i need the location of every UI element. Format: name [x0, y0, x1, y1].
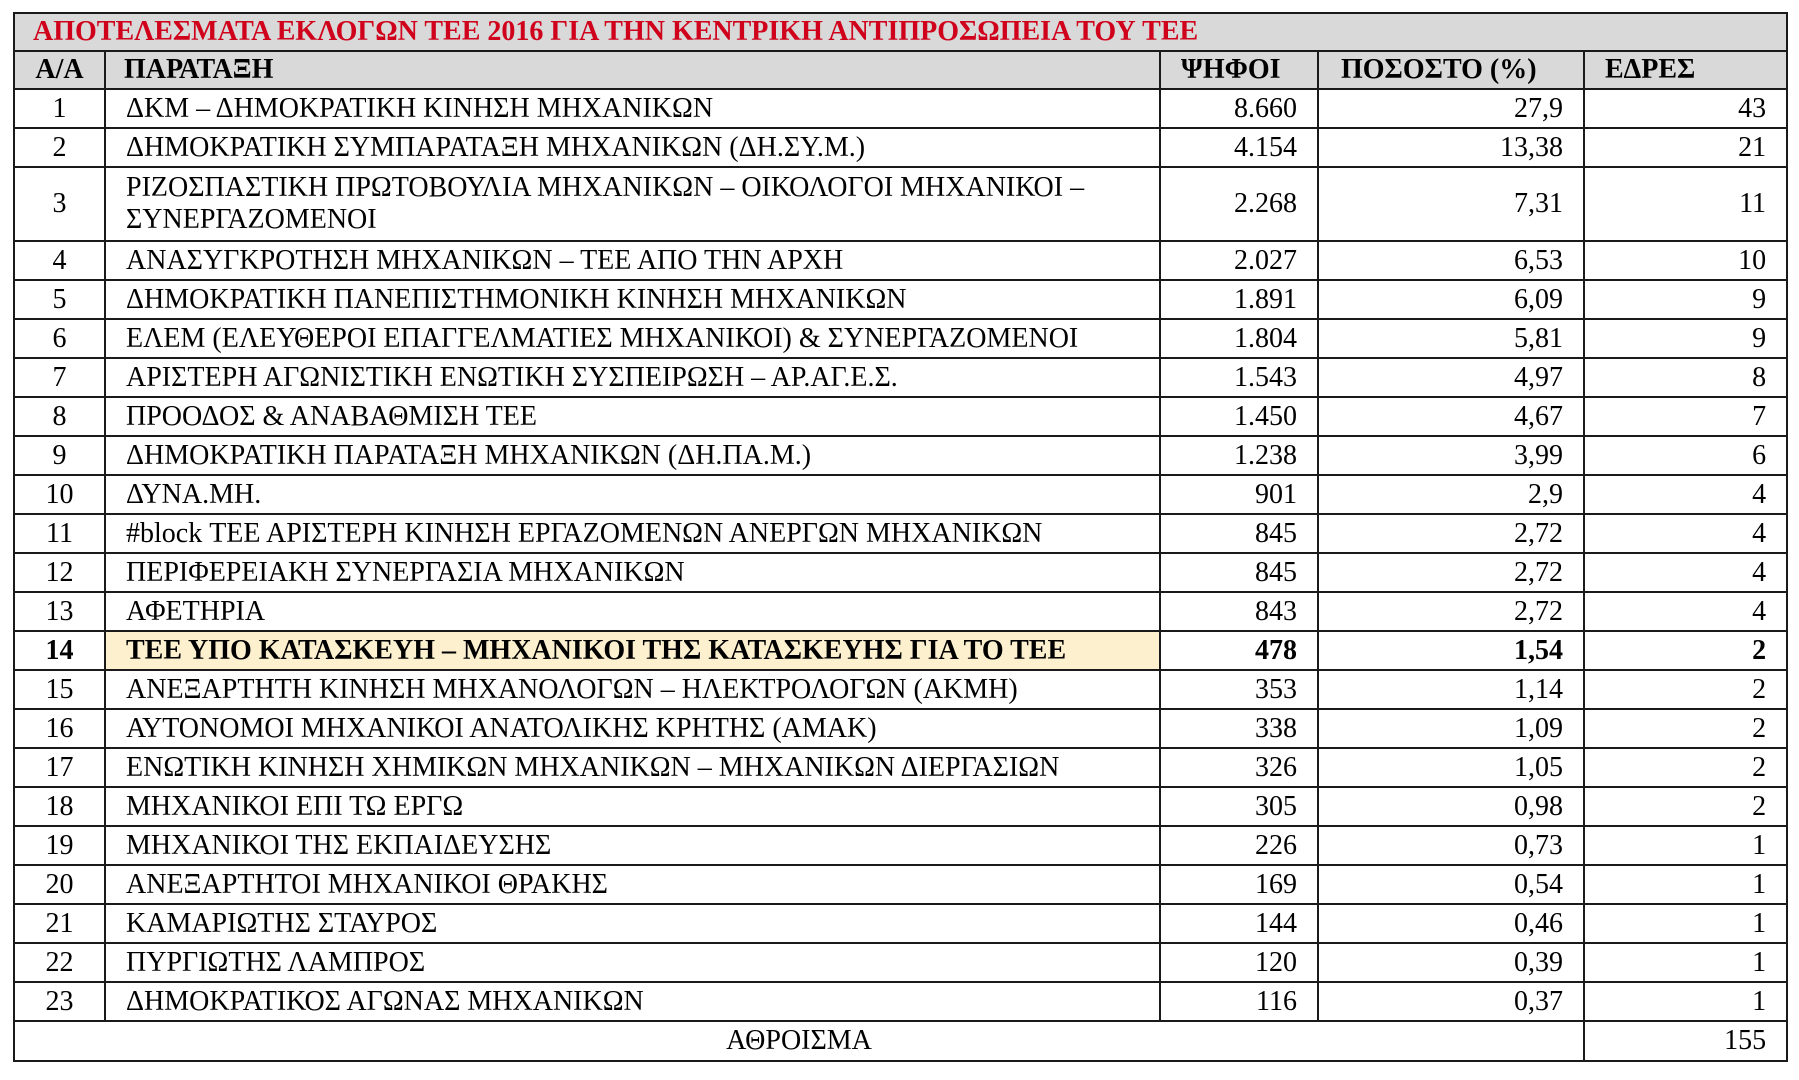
- table-body: [14, 89, 1787, 1021]
- votes-cell: 338: [1160, 709, 1318, 748]
- percent-cell: 7,31: [1318, 167, 1584, 241]
- party-name: ΜΗΧΑΝΙΚΟΙ ΤΗΣ ΕΚΠΑΙΔΕΥΣΗΣ: [105, 826, 1160, 865]
- table-row: [14, 553, 1787, 592]
- percent-cell: 0,54: [1318, 865, 1584, 904]
- percent-cell: 0,73: [1318, 826, 1584, 865]
- percent-cell: 1,14: [1318, 670, 1584, 709]
- seats-cell: 6: [1584, 436, 1787, 475]
- table-row: [14, 89, 1787, 128]
- seats-cell: 2: [1584, 631, 1787, 670]
- votes-cell: 1.450: [1160, 397, 1318, 436]
- votes-cell: 4.154: [1160, 128, 1318, 167]
- votes-cell: 120: [1160, 943, 1318, 982]
- table-row: [14, 397, 1787, 436]
- seats-cell: 7: [1584, 397, 1787, 436]
- percent-cell: 0,98: [1318, 787, 1584, 826]
- total-label: ΑΘΡΟΙΣΜΑ: [14, 1021, 1584, 1061]
- party-name: ΤΕΕ ΥΠΟ ΚΑΤΑΣΚΕΥΗ – ΜΗΧΑΝΙΚΟΙ ΤΗΣ ΚΑΤΑΣΚΕΥΗΣ ΓΙΑ ΤΟ ΤΕΕ: [105, 631, 1160, 670]
- party-name: ΚΑΜΑΡΙΩΤΗΣ ΣΤΑΥΡΟΣ: [105, 904, 1160, 943]
- votes-cell: 116: [1160, 982, 1318, 1021]
- votes-cell: 1.804: [1160, 319, 1318, 358]
- table-row: [14, 670, 1787, 709]
- percent-cell: 27,9: [1318, 89, 1584, 128]
- row-number: 9: [14, 436, 105, 475]
- row-number: 4: [14, 241, 105, 280]
- percent-cell: 6,09: [1318, 280, 1584, 319]
- percent-cell: 5,81: [1318, 319, 1584, 358]
- results-table: [13, 12, 1788, 1062]
- table-row: [14, 280, 1787, 319]
- votes-cell: 305: [1160, 787, 1318, 826]
- percent-cell: 2,72: [1318, 592, 1584, 631]
- seats-cell: 9: [1584, 280, 1787, 319]
- table-row: [14, 982, 1787, 1021]
- seats-cell: 1: [1584, 982, 1787, 1021]
- row-number: 1: [14, 89, 105, 128]
- table-row: [14, 826, 1787, 865]
- seats-cell: 9: [1584, 319, 1787, 358]
- row-number: 15: [14, 670, 105, 709]
- total-seats: 155: [1584, 1021, 1787, 1061]
- percent-cell: 2,9: [1318, 475, 1584, 514]
- votes-cell: 843: [1160, 592, 1318, 631]
- party-name: ΑΡΙΣΤΕΡΗ ΑΓΩΝΙΣΤΙΚΗ ΕΝΩΤΙΚΗ ΣΥΣΠΕΙΡΩΣΗ – ΑΡ.ΑΓ.Ε.Σ.: [105, 358, 1160, 397]
- votes-cell: 144: [1160, 904, 1318, 943]
- party-name: ΔΗΜΟΚΡΑΤΙΚΟΣ ΑΓΩΝΑΣ ΜΗΧΑΝΙΚΩΝ: [105, 982, 1160, 1021]
- row-number: 21: [14, 904, 105, 943]
- party-name: ΔΚΜ – ΔΗΜΟΚΡΑΤΙΚΗ ΚΙΝΗΣΗ ΜΗΧΑΝΙΚΩΝ: [105, 89, 1160, 128]
- party-name: ΑΝΕΞΑΡΤΗΤΗ ΚΙΝΗΣΗ ΜΗΧΑΝΟΛΟΓΩΝ – ΗΛΕΚΤΡΟΛΟΓΩΝ (ΑΚΜΗ): [105, 670, 1160, 709]
- row-number: 5: [14, 280, 105, 319]
- seats-cell: 21: [1584, 128, 1787, 167]
- row-number: 22: [14, 943, 105, 982]
- percent-cell: 13,38: [1318, 128, 1584, 167]
- seats-cell: 1: [1584, 826, 1787, 865]
- table-row: [14, 358, 1787, 397]
- percent-cell: 4,67: [1318, 397, 1584, 436]
- seats-cell: 10: [1584, 241, 1787, 280]
- seats-cell: 2: [1584, 748, 1787, 787]
- row-number: 2: [14, 128, 105, 167]
- party-name: ΡΙΖΟΣΠΑΣΤΙΚΗ ΠΡΩΤΟΒΟΥΛΙΑ ΜΗΧΑΝΙΚΩΝ – ΟΙΚΟΛΟΓΟΙ ΜΗΧΑΝΙΚΟΙ – ΣΥΝΕΡΓΑΖΟΜΕΝΟΙ: [105, 167, 1160, 241]
- party-name: ΕΛΕΜ (ΕΛΕΥΘΕΡΟΙ ΕΠΑΓΓΕΛΜΑΤΙΕΣ ΜΗΧΑΝΙΚΟΙ) & ΣΥΝΕΡΓΑΖΟΜΕΝΟΙ: [105, 319, 1160, 358]
- party-name: ΑΝΕΞΑΡΤΗΤΟΙ ΜΗΧΑΝΙΚΟΙ ΘΡΑΚΗΣ: [105, 865, 1160, 904]
- votes-cell: 169: [1160, 865, 1318, 904]
- votes-cell: 2.268: [1160, 167, 1318, 241]
- percent-cell: 0,46: [1318, 904, 1584, 943]
- votes-cell: 1.891: [1160, 280, 1318, 319]
- seats-cell: 2: [1584, 670, 1787, 709]
- seats-cell: 4: [1584, 592, 1787, 631]
- percent-cell: 6,53: [1318, 241, 1584, 280]
- votes-cell: 2.027: [1160, 241, 1318, 280]
- row-number: 3: [14, 167, 105, 241]
- table-row: [14, 592, 1787, 631]
- row-number: 20: [14, 865, 105, 904]
- seats-cell: 43: [1584, 89, 1787, 128]
- votes-cell: 226: [1160, 826, 1318, 865]
- row-number: 11: [14, 514, 105, 553]
- table-row: [14, 475, 1787, 514]
- party-name: ΑΦΕΤΗΡΙΑ: [105, 592, 1160, 631]
- party-name: ΠΥΡΓΙΩΤΗΣ ΛΑΜΠΡΟΣ: [105, 943, 1160, 982]
- percent-cell: 4,97: [1318, 358, 1584, 397]
- column-header-seats: ΕΔΡΕΣ: [1584, 51, 1787, 89]
- table-row: [14, 709, 1787, 748]
- percent-cell: 3,99: [1318, 436, 1584, 475]
- column-header-party: ΠΑΡΑΤΑΞΗ: [105, 51, 1160, 89]
- table-row: [14, 943, 1787, 982]
- votes-cell: 845: [1160, 553, 1318, 592]
- votes-cell: 478: [1160, 631, 1318, 670]
- seats-cell: 4: [1584, 514, 1787, 553]
- row-number: 14: [14, 631, 105, 670]
- party-name: ΕΝΩΤΙΚΗ ΚΙΝΗΣΗ ΧΗΜΙΚΩΝ ΜΗΧΑΝΙΚΩΝ – ΜΗΧΑΝΙΚΩΝ ΔΙΕΡΓΑΣΙΩΝ: [105, 748, 1160, 787]
- seats-cell: 8: [1584, 358, 1787, 397]
- votes-cell: 1.238: [1160, 436, 1318, 475]
- votes-cell: 326: [1160, 748, 1318, 787]
- party-name: ΔΗΜΟΚΡΑΤΙΚΗ ΣΥΜΠΑΡΑΤΑΞΗ ΜΗΧΑΝΙΚΩΝ (ΔΗ.ΣΥ.Μ.): [105, 128, 1160, 167]
- table-title: ΑΠΟΤΕΛΕΣΜΑΤΑ ΕΚΛΟΓΩΝ ΤΕΕ 2016 ΓΙΑ ΤΗΝ ΚΕΝΤΡΙΚΗ ΑΝΤΙΠΡΟΣΩΠΕΙΑ ΤΟΥ ΤΕΕ: [14, 13, 1787, 51]
- party-name: ΔΗΜΟΚΡΑΤΙΚΗ ΠΑΡΑΤΑΞΗ ΜΗΧΑΝΙΚΩΝ (ΔΗ.ΠΑ.Μ.): [105, 436, 1160, 475]
- seats-cell: 4: [1584, 553, 1787, 592]
- table-row: [14, 436, 1787, 475]
- percent-cell: 2,72: [1318, 553, 1584, 592]
- percent-cell: 1,54: [1318, 631, 1584, 670]
- row-number: 19: [14, 826, 105, 865]
- row-number: 13: [14, 592, 105, 631]
- row-number: 10: [14, 475, 105, 514]
- votes-cell: 901: [1160, 475, 1318, 514]
- percent-cell: 0,39: [1318, 943, 1584, 982]
- percent-cell: 2,72: [1318, 514, 1584, 553]
- total-row: [14, 1021, 1787, 1061]
- row-number: 6: [14, 319, 105, 358]
- seats-cell: 2: [1584, 709, 1787, 748]
- table-row: [14, 319, 1787, 358]
- row-number: 16: [14, 709, 105, 748]
- seats-cell: 1: [1584, 904, 1787, 943]
- party-name: ΜΗΧΑΝΙΚΟΙ ΕΠΙ ΤΩ ΕΡΓΩ: [105, 787, 1160, 826]
- seats-cell: 11: [1584, 167, 1787, 241]
- party-name: ΑΝΑΣΥΓΚΡΟΤΗΣΗ ΜΗΧΑΝΙΚΩΝ – ΤΕΕ ΑΠΟ ΤΗΝ ΑΡΧΗ: [105, 241, 1160, 280]
- table-row: [14, 787, 1787, 826]
- header-row: [14, 51, 1787, 89]
- table-row: [14, 865, 1787, 904]
- table-row: [14, 514, 1787, 553]
- row-number: 18: [14, 787, 105, 826]
- votes-cell: 353: [1160, 670, 1318, 709]
- party-name: ΑΥΤΟΝΟΜΟΙ ΜΗΧΑΝΙΚΟΙ ΑΝΑΤΟΛΙΚΗΣ ΚΡΗΤΗΣ (ΑΜΑΚ): [105, 709, 1160, 748]
- title-row: [14, 13, 1787, 51]
- party-name: ΠΕΡΙΦΕΡΕΙΑΚΗ ΣΥΝΕΡΓΑΣΙΑ ΜΗΧΑΝΙΚΩΝ: [105, 553, 1160, 592]
- seats-cell: 1: [1584, 943, 1787, 982]
- column-header-percent: ΠΟΣΟΣΤΟ (%): [1318, 51, 1584, 89]
- table-row: [14, 748, 1787, 787]
- party-name: ΔΥΝΑ.ΜΗ.: [105, 475, 1160, 514]
- percent-cell: 1,05: [1318, 748, 1584, 787]
- percent-cell: 1,09: [1318, 709, 1584, 748]
- table-row: [14, 904, 1787, 943]
- table-row: [14, 167, 1787, 241]
- row-number: 12: [14, 553, 105, 592]
- table-row: [14, 631, 1787, 670]
- column-header-aa: Α/Α: [14, 51, 105, 89]
- row-number: 17: [14, 748, 105, 787]
- votes-cell: 8.660: [1160, 89, 1318, 128]
- party-name: ΔΗΜΟΚΡΑΤΙΚΗ ΠΑΝΕΠΙΣΤΗΜΟΝΙΚΗ ΚΙΝΗΣΗ ΜΗΧΑΝΙΚΩΝ: [105, 280, 1160, 319]
- row-number: 7: [14, 358, 105, 397]
- party-name: ΠΡΟΟΔΟΣ & ΑΝΑΒΑΘΜΙΣΗ ΤΕΕ: [105, 397, 1160, 436]
- row-number: 8: [14, 397, 105, 436]
- party-name: #block ΤΕΕ ΑΡΙΣΤΕΡΗ ΚΙΝΗΣΗ ΕΡΓΑΖΟΜΕΝΩΝ ΑΝΕΡΓΩΝ ΜΗΧΑΝΙΚΩΝ: [105, 514, 1160, 553]
- seats-cell: 1: [1584, 865, 1787, 904]
- votes-cell: 1.543: [1160, 358, 1318, 397]
- percent-cell: 0,37: [1318, 982, 1584, 1021]
- row-number: 23: [14, 982, 105, 1021]
- results-table-container: [13, 12, 1786, 1062]
- votes-cell: 845: [1160, 514, 1318, 553]
- table-row: [14, 241, 1787, 280]
- column-header-votes: ΨΗΦΟΙ: [1160, 51, 1318, 89]
- seats-cell: 2: [1584, 787, 1787, 826]
- table-row: [14, 128, 1787, 167]
- seats-cell: 4: [1584, 475, 1787, 514]
